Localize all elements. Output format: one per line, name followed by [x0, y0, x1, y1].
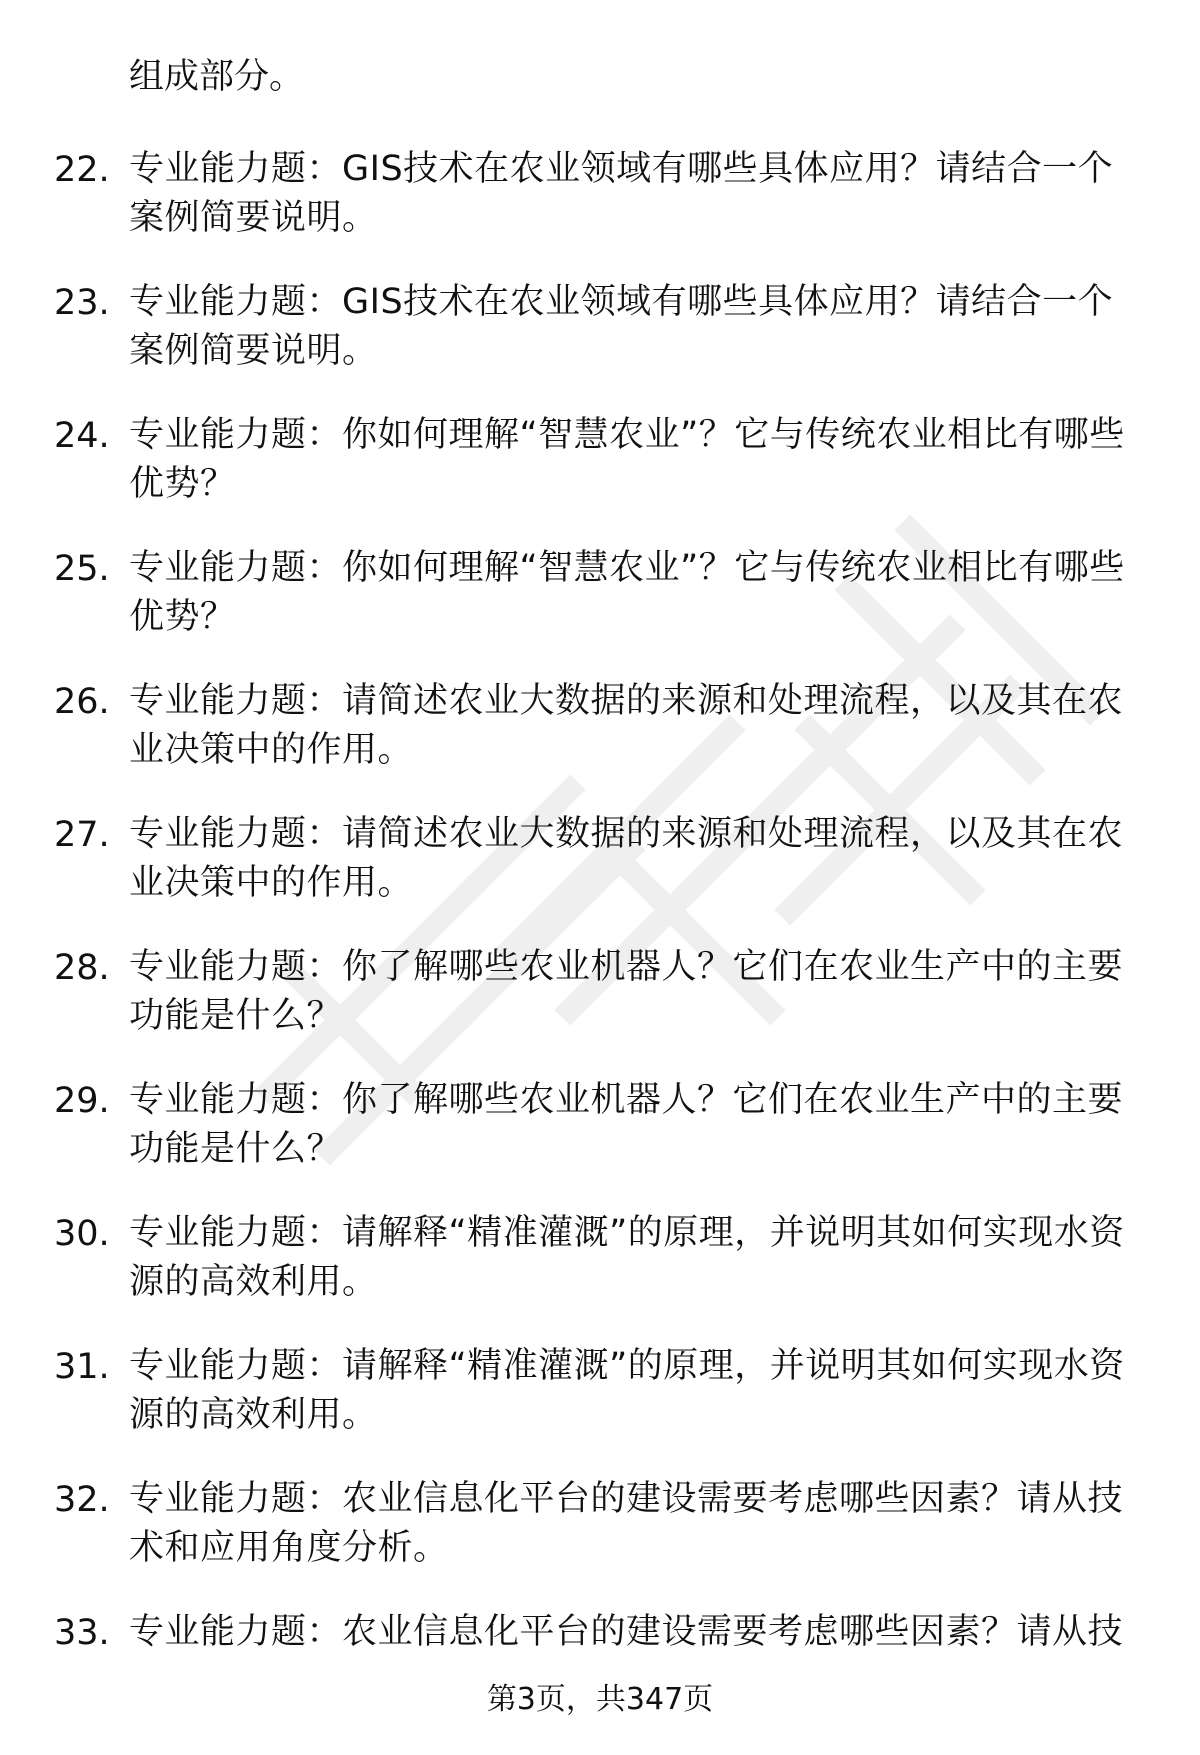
list-item — [0, 1209, 1200, 1342]
list-item — [0, 145, 1200, 278]
item-text: 专业能力题：请简述农业大数据的来源和处理流程，以及其在农业决策中的作用。 — [129, 681, 1124, 770]
item-text: 专业能力题：请解释“精准灌溉”的原理，并说明其如何实现水资源的高效利用。 — [129, 1213, 1125, 1302]
list-item — [0, 544, 1200, 677]
list-item — [0, 810, 1200, 943]
item-text: 专业能力题：请解释“精准灌溉”的原理，并说明其如何实现水资源的高效利用。 — [129, 1346, 1125, 1435]
item-number: 29. — [54, 1081, 110, 1121]
item-number: 25. — [54, 549, 110, 589]
item-text: 专业能力题：农业信息化平台的建设需要考虑哪些因素？请从技 — [129, 1612, 1124, 1652]
item-number: 22. — [54, 150, 110, 190]
list-item — [0, 1342, 1200, 1475]
list-item — [0, 411, 1200, 544]
item-text: 专业能力题：你了解哪些农业机器人？它们在农业生产中的主要功能是什么？ — [129, 947, 1124, 1036]
question-list — [0, 145, 1200, 1741]
item-text: 专业能力题：GIS技术在农业领域有哪些具体应用？请结合一个案例简要说明。 — [129, 149, 1114, 238]
list-item — [0, 1475, 1200, 1608]
page-footer: 第3页，共347页 — [486, 1682, 714, 1717]
item-number: 24. — [54, 416, 110, 456]
item-number: 30. — [54, 1214, 110, 1254]
list-item — [0, 1076, 1200, 1209]
continuation-text: 组成部分。 — [129, 57, 305, 97]
item-number: 32. — [54, 1480, 110, 1520]
item-number: 28. — [54, 948, 110, 988]
item-text: 专业能力题：请简述农业大数据的来源和处理流程，以及其在农业决策中的作用。 — [129, 814, 1124, 903]
item-text: 专业能力题：你了解哪些农业机器人？它们在农业生产中的主要功能是什么？ — [129, 1080, 1124, 1169]
list-item — [0, 943, 1200, 1076]
item-number: 33. — [54, 1613, 110, 1653]
item-number: 23. — [54, 283, 110, 323]
list-item — [0, 1608, 1200, 1741]
list-item — [0, 677, 1200, 810]
item-text: 专业能力题：你如何理解“智慧农业”？它与传统农业相比有哪些优势？ — [129, 548, 1125, 637]
item-text: 专业能力题：GIS技术在农业领域有哪些具体应用？请结合一个案例简要说明。 — [129, 282, 1114, 371]
item-text: 专业能力题：你如何理解“智慧农业”？它与传统农业相比有哪些优势？ — [129, 415, 1125, 504]
item-number: 31. — [54, 1347, 110, 1387]
list-item — [0, 278, 1200, 411]
item-number: 26. — [54, 682, 110, 722]
item-number: 27. — [54, 815, 110, 855]
item-text: 专业能力题：农业信息化平台的建设需要考虑哪些因素？请从技术和应用角度分析。 — [129, 1479, 1124, 1568]
